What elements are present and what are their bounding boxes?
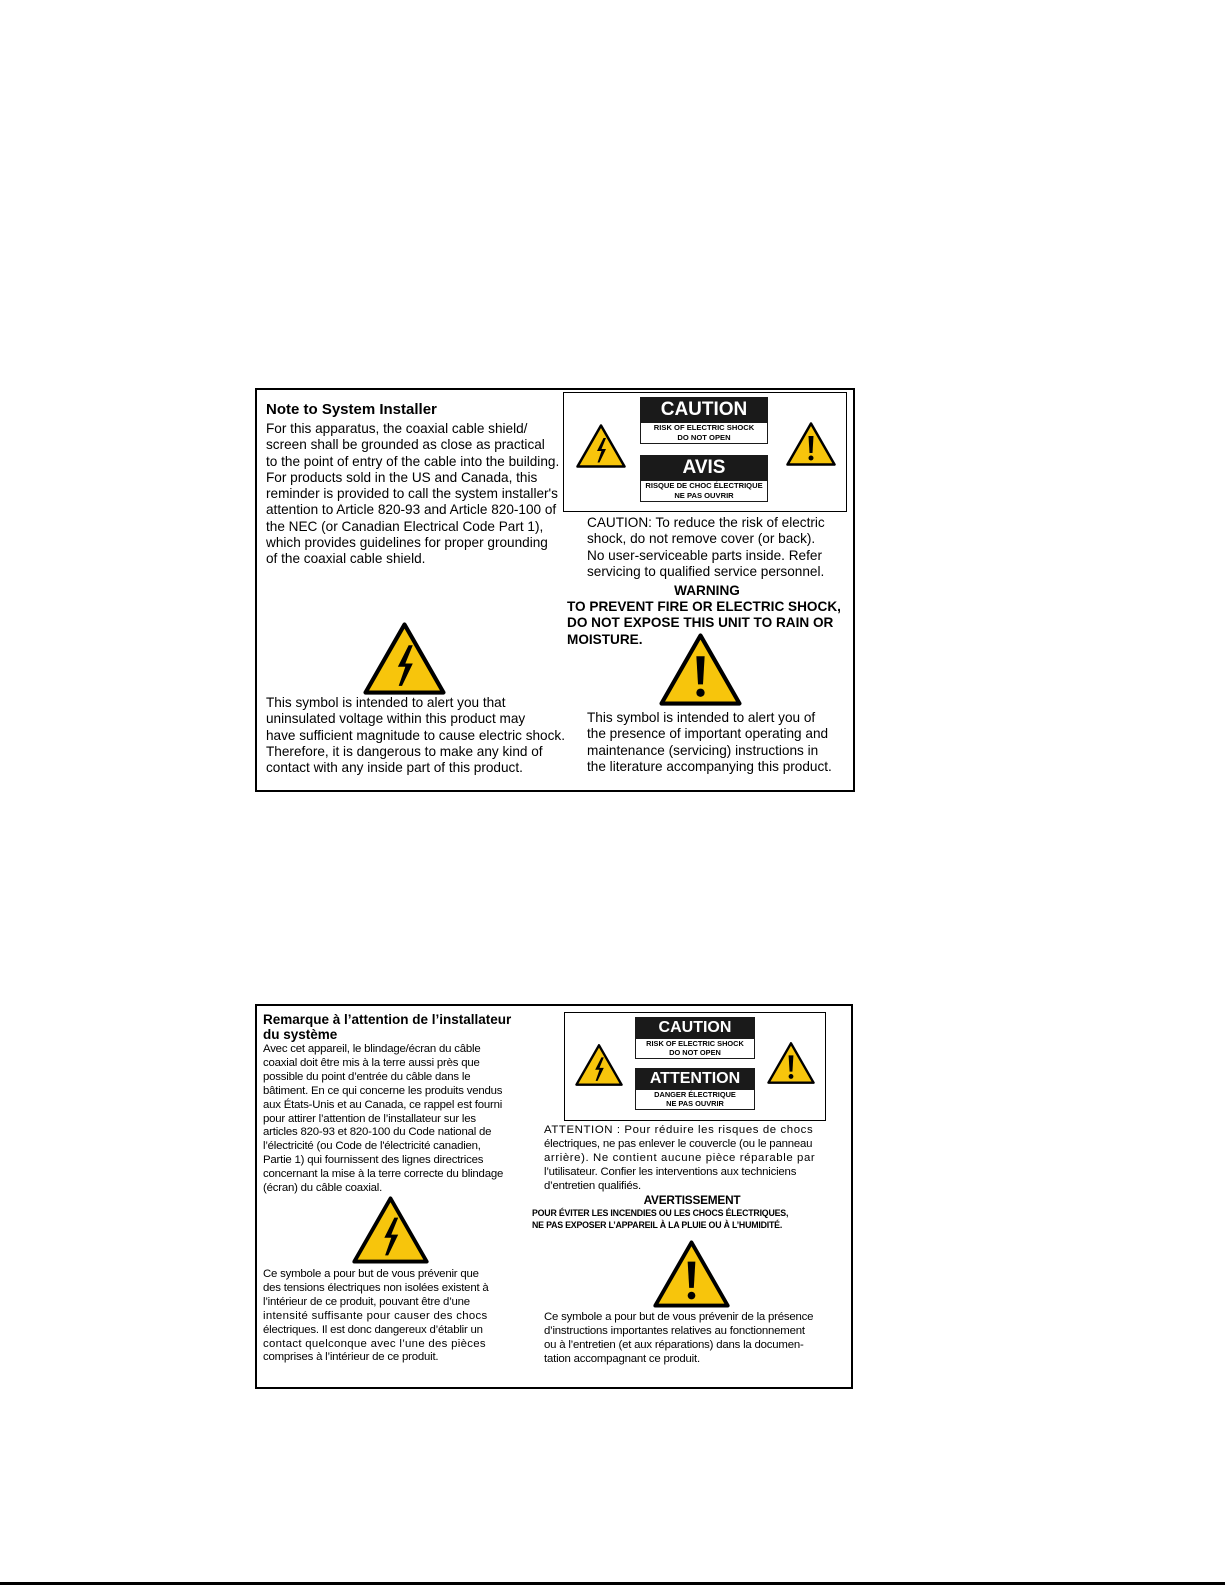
caution-subtext-line: RISK OF ELECTRIC SHOCK [653, 423, 755, 432]
exclamation-warning-icon [767, 1041, 815, 1085]
caution-subtext-line: DO NOT OPEN [669, 1048, 721, 1058]
attention-subtext [635, 1089, 755, 1110]
exclamation-warning-icon [659, 633, 742, 706]
exclaim-symbol-line: Ce symbole a pour but de vous prévenir de la présence [544, 1311, 814, 1323]
note-line: pour attirer l’attention de l’installateur sur les [263, 1112, 476, 1125]
caution-subtext-line: DO NOT OPEN [677, 433, 731, 442]
shock-symbol-line: électriques. Il est donc dangereux d’établir un [263, 1323, 483, 1336]
lightning-bolt-icon [575, 1043, 623, 1087]
caution-label-box [563, 392, 847, 512]
lightning-bolt-icon [576, 423, 626, 469]
note-line: screen shall be grounded as close as practical [266, 437, 545, 453]
caution-label-box [564, 1012, 826, 1121]
avis-sign [640, 455, 768, 502]
attention-subtext-line: NE PAS OUVRIR [666, 1099, 724, 1109]
note-line: articles 820-93 et 820-100 du Code national de [263, 1126, 492, 1139]
caution-subtext [640, 422, 768, 444]
note-line: the NEC (or Canadian Electrical Code Part 1), [266, 518, 544, 534]
caution-line: électriques, ne pas enlever le couvercle (ou le panneau [544, 1137, 813, 1150]
caution-line: arrière). Ne contient aucune pièce réparable par [544, 1151, 816, 1164]
exclamation-warning-icon [653, 1240, 730, 1308]
shock-symbol-line: des tensions électriques non isolées existent à [263, 1281, 489, 1294]
caution-line: l’utilisateur. Confier les interventions aux techniciens [544, 1165, 797, 1178]
exclaim-symbol-line: d’instructions importantes relatives au fonctionnement [544, 1324, 805, 1337]
note-line: (écran) du câble coaxial. [263, 1182, 383, 1195]
caution-sign [640, 397, 768, 444]
caution-line: d’entretien qualifiés. [544, 1179, 641, 1192]
exclaim-symbol-line: maintenance (servicing) instructions in [587, 742, 819, 758]
english-safety-panel [255, 388, 855, 792]
note-line: to the point of entry of the cable into the building. [266, 453, 560, 469]
note-line: concernant la mise à la terre correcte du blindage [263, 1168, 504, 1181]
caution-subtext [635, 1038, 755, 1059]
shock-symbol-line: comprises à l’intérieur de ce produit. [263, 1351, 439, 1364]
warning-title: AVERTISSEMENT [643, 1193, 741, 1207]
exclaim-symbol-line: This symbol is intended to alert you of [587, 710, 816, 725]
caution-line: ATTENTION : Pour réduire les risques de chocs [544, 1124, 814, 1136]
shock-symbol-line: Ce symbole a pour but de vous prévenir que [263, 1268, 479, 1280]
avis-subtext-line: RISQUE DE CHOC ÉLECTRIQUE [645, 481, 763, 490]
note-line: of the coaxial cable shield. [266, 551, 426, 567]
shock-symbol-line: This symbol is intended to alert you that [266, 695, 506, 710]
warning-line: POUR ÉVITER LES INCENDIES OU LES CHOCS ÉLECTRIQUES, [532, 1208, 789, 1218]
lightning-bolt-icon [363, 622, 446, 695]
caution-line: shock, do not remove cover (or back). [587, 531, 816, 547]
avis-heading: AVIS [640, 455, 768, 480]
note-title [263, 1012, 511, 1042]
caution-line: servicing to qualified service personnel. [587, 563, 825, 579]
attention-subtext-line: DANGER ÉLECTRIQUE [654, 1090, 736, 1099]
exclaim-symbol-text [587, 710, 832, 775]
avis-subtext-line: NE PAS OUVRIR [674, 491, 734, 500]
attention-heading: ATTENTION [635, 1068, 755, 1089]
shock-symbol-line: l’intérieur de ce produit, pouvant être d’une [263, 1295, 470, 1308]
shock-symbol-line: have sufficient magnitude to cause electric shock. [266, 727, 565, 743]
exclamation-warning-icon [786, 421, 836, 467]
warning-line: NE PAS EXPOSER L’APPAREIL À LA PLUIE OU À L’HUMIDITÉ. [532, 1220, 783, 1231]
shock-symbol-line: Therefore, it is dangerous to make any kind of [266, 743, 543, 759]
note-line: attention to Article 820-93 and Article 820-100 of [266, 502, 557, 518]
note-body [266, 421, 559, 568]
note-line: l’électricité (ou Code de l'électricité canadien, [263, 1140, 481, 1153]
note-line: bâtiment. En ce qui concerne les produits vendus [263, 1084, 503, 1097]
shock-symbol-line: contact with any inside part of this product. [266, 760, 523, 776]
caution-sign [635, 1017, 755, 1059]
exclaim-symbol-line: tation accompagnant ce produit. [544, 1352, 700, 1365]
note-line: coaxial doit être mis à la terre aussi près que [263, 1056, 480, 1069]
caution-subtext-line: RISK OF ELECTRIC SHOCK [646, 1039, 744, 1048]
caution-text [544, 1124, 815, 1194]
exclaim-symbol-line: the literature accompanying this product. [587, 758, 832, 774]
note-line: For products sold in the US and Canada, this [266, 469, 538, 485]
shock-symbol-line: intensité suffisante pour causer des chocs [263, 1309, 488, 1322]
shock-symbol-text [263, 1268, 489, 1365]
note-title: Note to System Installer [266, 401, 437, 418]
warning-line: TO PREVENT FIRE OR ELECTRIC SHOCK, [567, 599, 841, 614]
warning-line: DO NOT EXPOSE THIS UNIT TO RAIN OR [567, 615, 834, 631]
note-line: For this apparatus, the coaxial cable shield/ [266, 421, 528, 436]
exclaim-symbol-line: the presence of important operating and [587, 726, 829, 742]
note-line: Avec cet appareil, le blindage/écran du câble [263, 1043, 481, 1055]
shock-symbol-line: uninsulated voltage within this product may [266, 711, 526, 727]
note-title-line: du système [263, 1027, 338, 1042]
attention-sign [635, 1068, 755, 1110]
exclaim-symbol-line: ou à l’entretien (et aux réparations) dans la documen- [544, 1338, 804, 1351]
caution-heading: CAUTION [635, 1017, 755, 1038]
shock-symbol-line: contact quelconque avec l’une des pièces [263, 1337, 486, 1350]
avis-subtext [640, 480, 768, 502]
note-line: reminder is provided to call the system installer's [266, 486, 558, 502]
lightning-bolt-icon [352, 1196, 429, 1264]
warning-title: WARNING [674, 583, 740, 598]
shock-symbol-text [266, 695, 565, 776]
caution-heading: CAUTION [640, 397, 768, 422]
warning-line: MOISTURE. [567, 631, 643, 647]
note-line: which provides guidelines for proper grounding [266, 535, 548, 551]
caution-text [587, 515, 825, 580]
exclaim-symbol-text [544, 1311, 813, 1367]
note-title-line: Remarque à l’attention de l’installateur [263, 1012, 512, 1027]
caution-line: No user-serviceable parts inside. Refer [587, 547, 822, 563]
caution-line: CAUTION: To reduce the risk of electric [587, 515, 825, 530]
note-body [263, 1043, 503, 1196]
note-line: possible du point d’entrée du câble dans le [263, 1070, 471, 1083]
note-line: aux États-Unis et au Canada, ce rappel est fourni [263, 1098, 503, 1111]
warning-text [532, 1207, 788, 1232]
note-line: Partie 1) qui fournissent des lignes directrices [263, 1154, 484, 1167]
french-safety-panel [255, 1004, 853, 1389]
